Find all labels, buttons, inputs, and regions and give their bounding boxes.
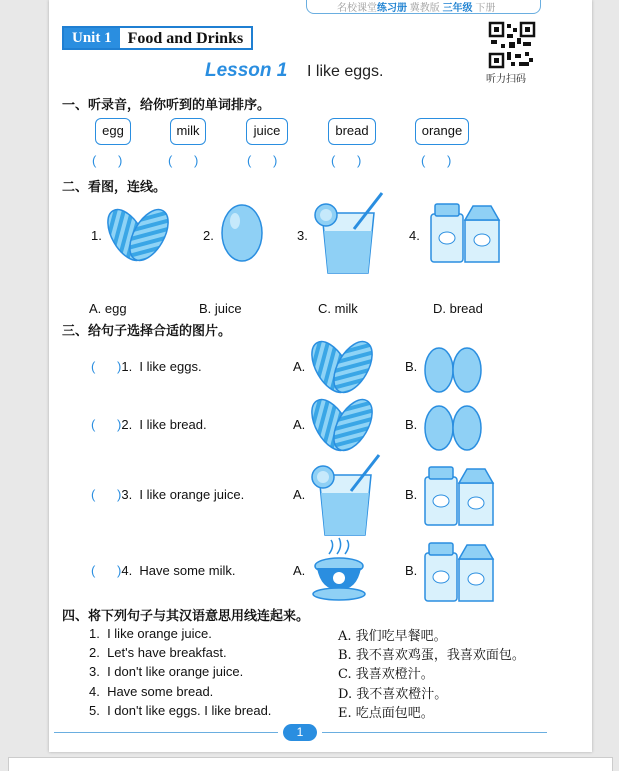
option-b-label[interactable]: B. [405,359,418,374]
word-box-egg: egg [95,118,131,145]
picture-number-2: 2. [203,228,214,243]
header-highlight: 练习册 [377,3,407,14]
lesson-subtitle: I like eggs. [307,63,384,80]
answer-blank[interactable]: ( ) [91,487,122,502]
bread-image[interactable] [311,337,375,397]
chinese-meaning-b[interactable]: B. 我不喜欢鸡蛋，我喜欢面包。 [338,648,525,663]
question-row-2 [91,417,207,432]
question-sentence: 1. I like eggs. [121,359,202,374]
picture-number-1: 1. [91,228,102,243]
orange-juice-image[interactable] [314,193,384,275]
header-suffix: 下册 [475,3,496,14]
milk-image[interactable] [429,200,503,266]
qr-label: 听力扫码 [486,74,526,85]
header-strip [306,0,541,14]
answer-blank-3[interactable]: ( ) [247,153,278,168]
answer-blank-4[interactable]: ( ) [331,153,362,168]
word-box-milk: milk [170,118,206,145]
header-prefix: 名校课堂 [337,3,377,14]
option-b-label[interactable]: B. [405,563,418,578]
picture-number-3: 3. [297,228,308,243]
option-a-label[interactable]: A. [293,359,306,374]
english-sentence-2[interactable]: 2. Let's have breakfast. [89,645,227,660]
chinese-meaning-a[interactable]: A. 我们吃早餐吧。 [338,629,447,644]
english-sentence-1[interactable]: 1. I like orange juice. [89,626,212,641]
eggs-image[interactable] [423,344,485,394]
footer-divider-right [322,732,547,733]
bread-image[interactable] [311,395,375,455]
bread-image[interactable] [107,205,171,269]
workbook-page [49,0,592,752]
section-3-title: 三、给句子选择合适的图片。 [62,324,232,339]
question-sentence: 4. Have some milk. [121,563,236,578]
question-sentence: 2. I like bread. [121,417,207,432]
answer-blank[interactable]: ( ) [91,563,122,578]
chinese-meaning-c[interactable]: C. 我喜欢橙汁。 [338,667,434,682]
answer-blank-2[interactable]: ( ) [168,153,199,168]
english-sentence-4[interactable]: 4. Have some bread. [89,684,214,699]
option-c-milk[interactable]: C. milk [318,301,358,316]
milk-image[interactable] [423,463,497,529]
option-b-juice[interactable]: B. juice [199,301,242,316]
question-row-1 [91,359,202,374]
section-2-title: 二、看图，连线。 [62,180,167,195]
header-grade: 三年级 [442,3,473,14]
milk-image[interactable] [423,539,497,605]
section-1-title: 一、听录音，给你听到的单词排序。 [62,98,271,113]
answer-blank[interactable]: ( ) [91,417,122,432]
option-a-label[interactable]: A. [293,487,306,502]
next-page-edge [8,757,613,771]
unit-banner [62,26,253,50]
answer-blank-1[interactable]: ( ) [92,153,123,168]
lesson-title: Lesson 1 [205,60,288,81]
option-b-label[interactable]: B. [405,417,418,432]
english-sentence-5[interactable]: 5. I don't like eggs. I like bread. [89,703,272,718]
qr-code[interactable] [489,22,535,68]
eggs-image[interactable] [423,402,485,452]
answer-blank[interactable]: ( ) [91,359,122,374]
option-d-bread[interactable]: D. bread [433,301,483,316]
chinese-meaning-d[interactable]: D. 我不喜欢橙汁。 [338,687,448,702]
word-box-bread: bread [328,118,376,145]
option-a-label[interactable]: A. [293,417,306,432]
question-row-4 [91,563,236,578]
unit-label: Unit 1 [64,28,120,48]
tea-cup-image[interactable] [311,546,369,602]
option-a-egg[interactable]: A. egg [89,301,127,316]
option-a-label[interactable]: A. [293,563,306,578]
page-number: 1 [283,724,317,741]
picture-number-4: 4. [409,228,420,243]
english-sentence-3[interactable]: 3. I don't like orange juice. [89,664,244,679]
question-row-3 [91,487,244,502]
section-4-title: 四、将下列句子与其汉语意思用线连起来。 [62,609,310,624]
word-box-orange: orange [415,118,469,145]
question-sentence: 3. I like orange juice. [121,487,245,502]
chinese-meaning-e[interactable]: E. 吃点面包吧。 [338,706,434,721]
egg-image[interactable] [220,203,266,265]
orange-juice-image[interactable] [311,455,381,537]
answer-blank-5[interactable]: ( ) [421,153,452,168]
word-box-juice: juice [246,118,288,145]
header-middle: 冀教版 [409,3,440,14]
unit-title: Food and Drinks [127,30,244,47]
option-b-label[interactable]: B. [405,487,418,502]
footer-divider-left [54,732,278,733]
